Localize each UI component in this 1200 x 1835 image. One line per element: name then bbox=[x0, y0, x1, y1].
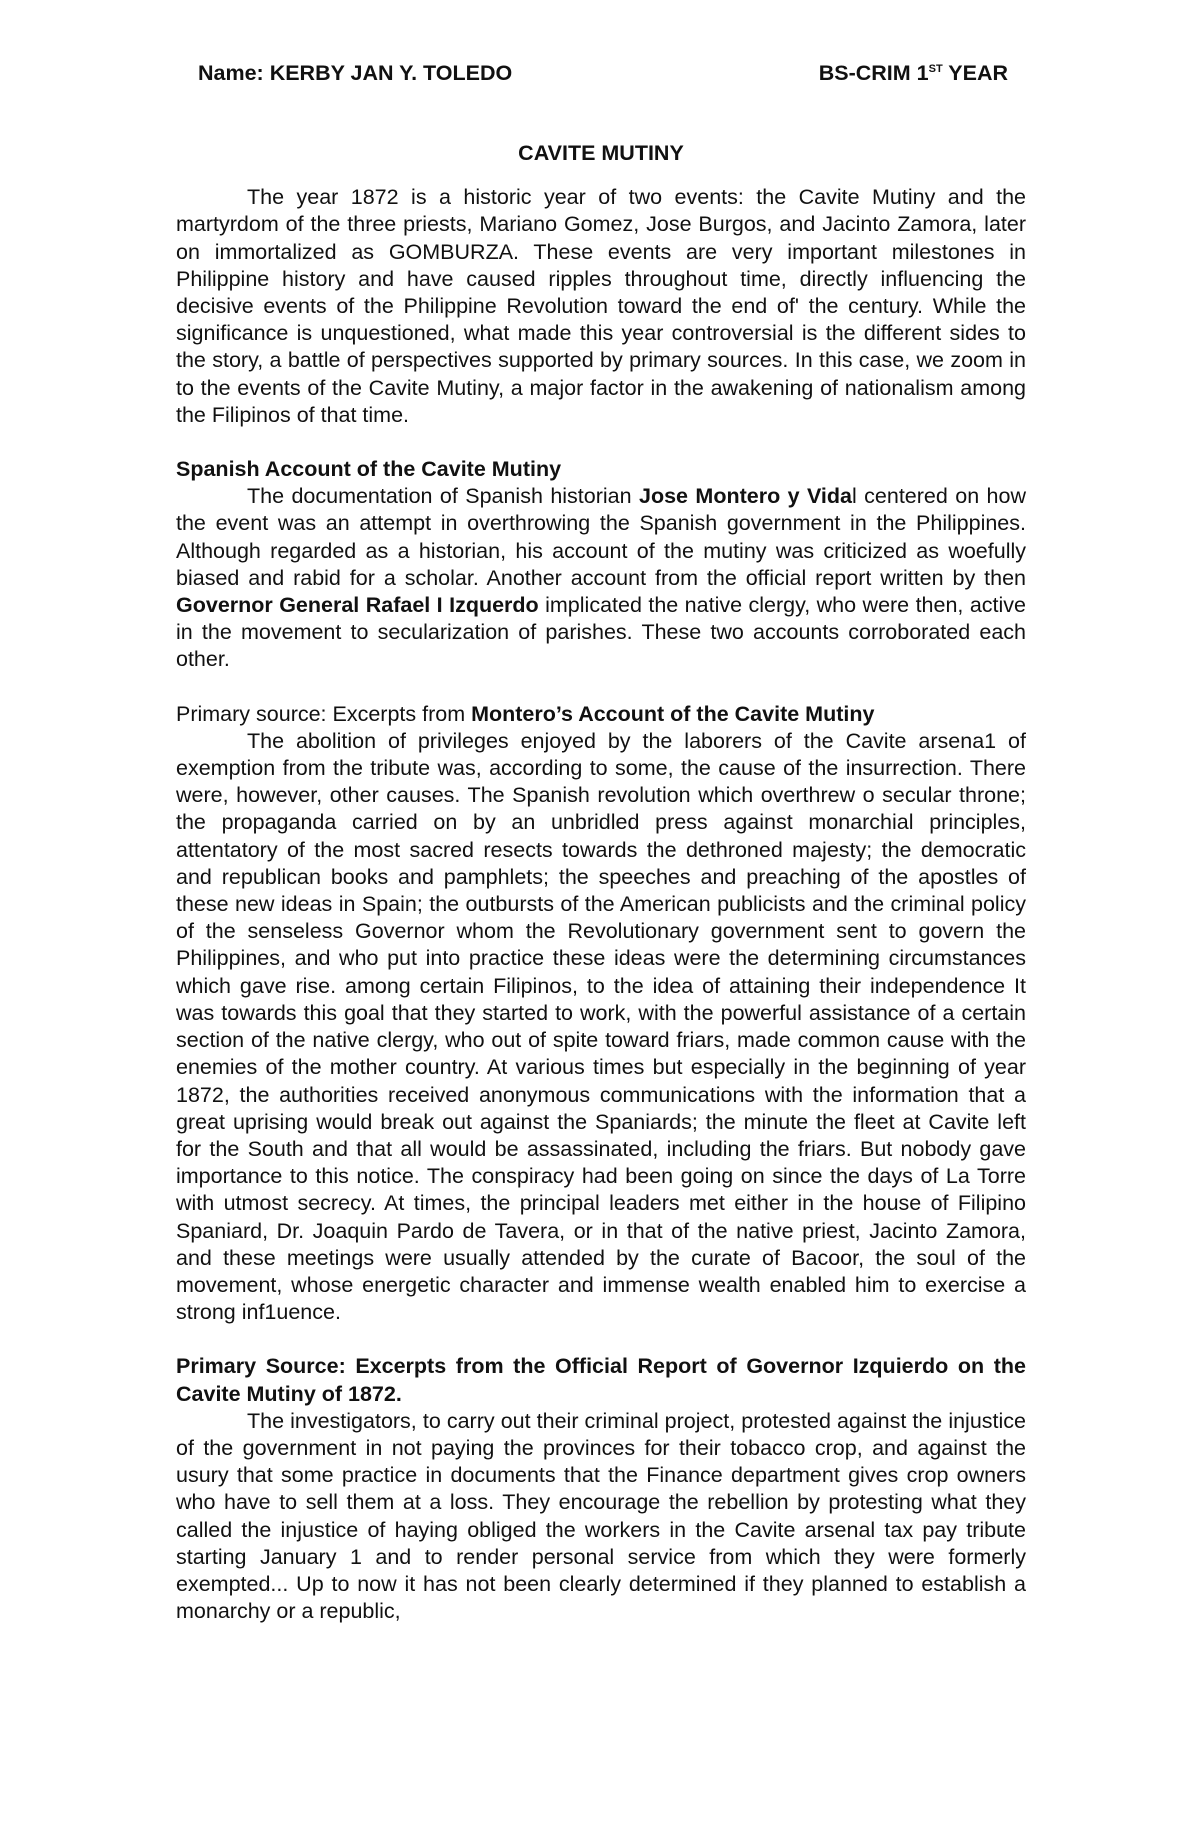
montero-heading-prefix: Primary source: Excerpts from bbox=[176, 701, 472, 726]
course-prefix: BS-CRIM 1 bbox=[818, 61, 929, 85]
student-name: Name: KERBY JAN Y. TOLEDO bbox=[198, 61, 513, 85]
course-superscript: ST bbox=[928, 62, 943, 75]
montero-heading bbox=[176, 701, 1026, 728]
spanish-text-1: The documentation of Spanish historian bbox=[247, 484, 639, 509]
course-suffix: YEAR bbox=[942, 61, 1008, 85]
montero-paragraph: The abolition of privileges enjoyed by the laborers of the Cavite arsena1 of exemption from the tribute was, according to some, the cause of the insurrection. There were, however, other causes. The Spanish revolution which overthrew o secular throne; the propaganda carried on by an unbridled press against monarchial principles, attentatory of the most sacred resects towards the dethroned majesty; the democratic and republican books and pamphlets; the speeches and preaching of the apostles of these new ideas in Spain; the outbursts of the American publicists and the criminal policy of the senseless Governor whom the Revolutionary government sent to govern the Philippines, and who put into practice these ideas were the determining circumstances which gave rise. among certain Filipinos, to the idea of attaining their independence It was towards this goal that they started to work, with the powerful assistance of a certain section of the native clergy, who out of spite toward friars, made common cause with the enemies of the mother country. At various times but especially in the beginning of year 1872, the authorities received anonymous communications with the information that a great uprising would break out against the Spaniards; the minute the fleet at Cavite left for the South and that all would be assassinated, including the friars. But nobody gave importance to this notice. The conspiracy had been going on since the days of La Torre with utmost secrecy. At times, the principal leaders met either in the house of Filipino Spaniard, Dr. Joaquin Pardo de Tavera, or in that of the native priest, Jacinto Zamora, and these meetings were usually attended by the curate of Bacoor, the soul of the movement, whose energetic character and immense wealth enabled him to exercise a strong inf1uence. bbox=[176, 728, 1026, 1325]
document-header bbox=[198, 58, 1008, 88]
izquierdo-paragraph: The investigators, to carry out their criminal project, protested against the injustice of the government in not paying the provinces for their tobacco crop, and against the usury that some practice in documents that the Finance department gives crop owners who have to sell them at a loss. They encourage the rebellion by protesting what they called the injustice of haying obliged the workers in the Cavite arsenal tax pay tribute starting January 1 and to render personal service from which they were formerly exempted... Up to now it has not been clearly determined if they planned to establish a monarchy or a republic, bbox=[176, 1408, 1026, 1624]
document-page bbox=[176, 58, 1026, 1625]
izquerdo-name: Governor General Rafael I Izquerdo bbox=[176, 593, 539, 618]
montero-name: Jose Montero y Vida bbox=[639, 484, 852, 509]
montero-heading-title: Montero’s Account of the Cavite Mutiny bbox=[471, 701, 875, 726]
spanish-account-heading: Spanish Account of the Cavite Mutiny bbox=[176, 457, 562, 482]
document-title: CAVITE MUTINY bbox=[518, 141, 684, 165]
izquierdo-heading: Primary Source: Excerpts from the Official Report of Governor Izquierdo on the Cavite Mutiny of 1872. bbox=[176, 1354, 1026, 1406]
spanish-text-2: l centered on how the event was an attempt in overthrowing the Spanish government in the Philippines. Although regarded as a historian, his account of the mutiny was criticized as woefully biased and rabid for a scholar. Another account from the official report written by then bbox=[176, 484, 1026, 590]
intro-paragraph: The year 1872 is a historic year of two events: the Cavite Mutiny and the martyrdom of the three priests, Mariano Gomez, Jose Burgos, and Jacinto Zamora, later on immortalized as GOMBURZA. These events are very important milestones in Philippine history and have caused ripples throughout time, directly influencing the decisive events of the Philippine Revolution toward the end of' the century. While the significance is unquestioned, what made this year controversial is the different sides to the story, a battle of perspectives supported by primary sources. In this case, we zoom in to the events of the Cavite Mutiny, a major factor in the awakening of nationalism among the Filipinos of that time. bbox=[176, 185, 1026, 427]
spanish-account-paragraph bbox=[176, 483, 1026, 673]
spanish-text-3: implicated the native clergy, who were then, active in the movement to secularization of parishes. These two accounts corroborated each other. bbox=[176, 593, 1026, 672]
course-year bbox=[819, 58, 1008, 88]
